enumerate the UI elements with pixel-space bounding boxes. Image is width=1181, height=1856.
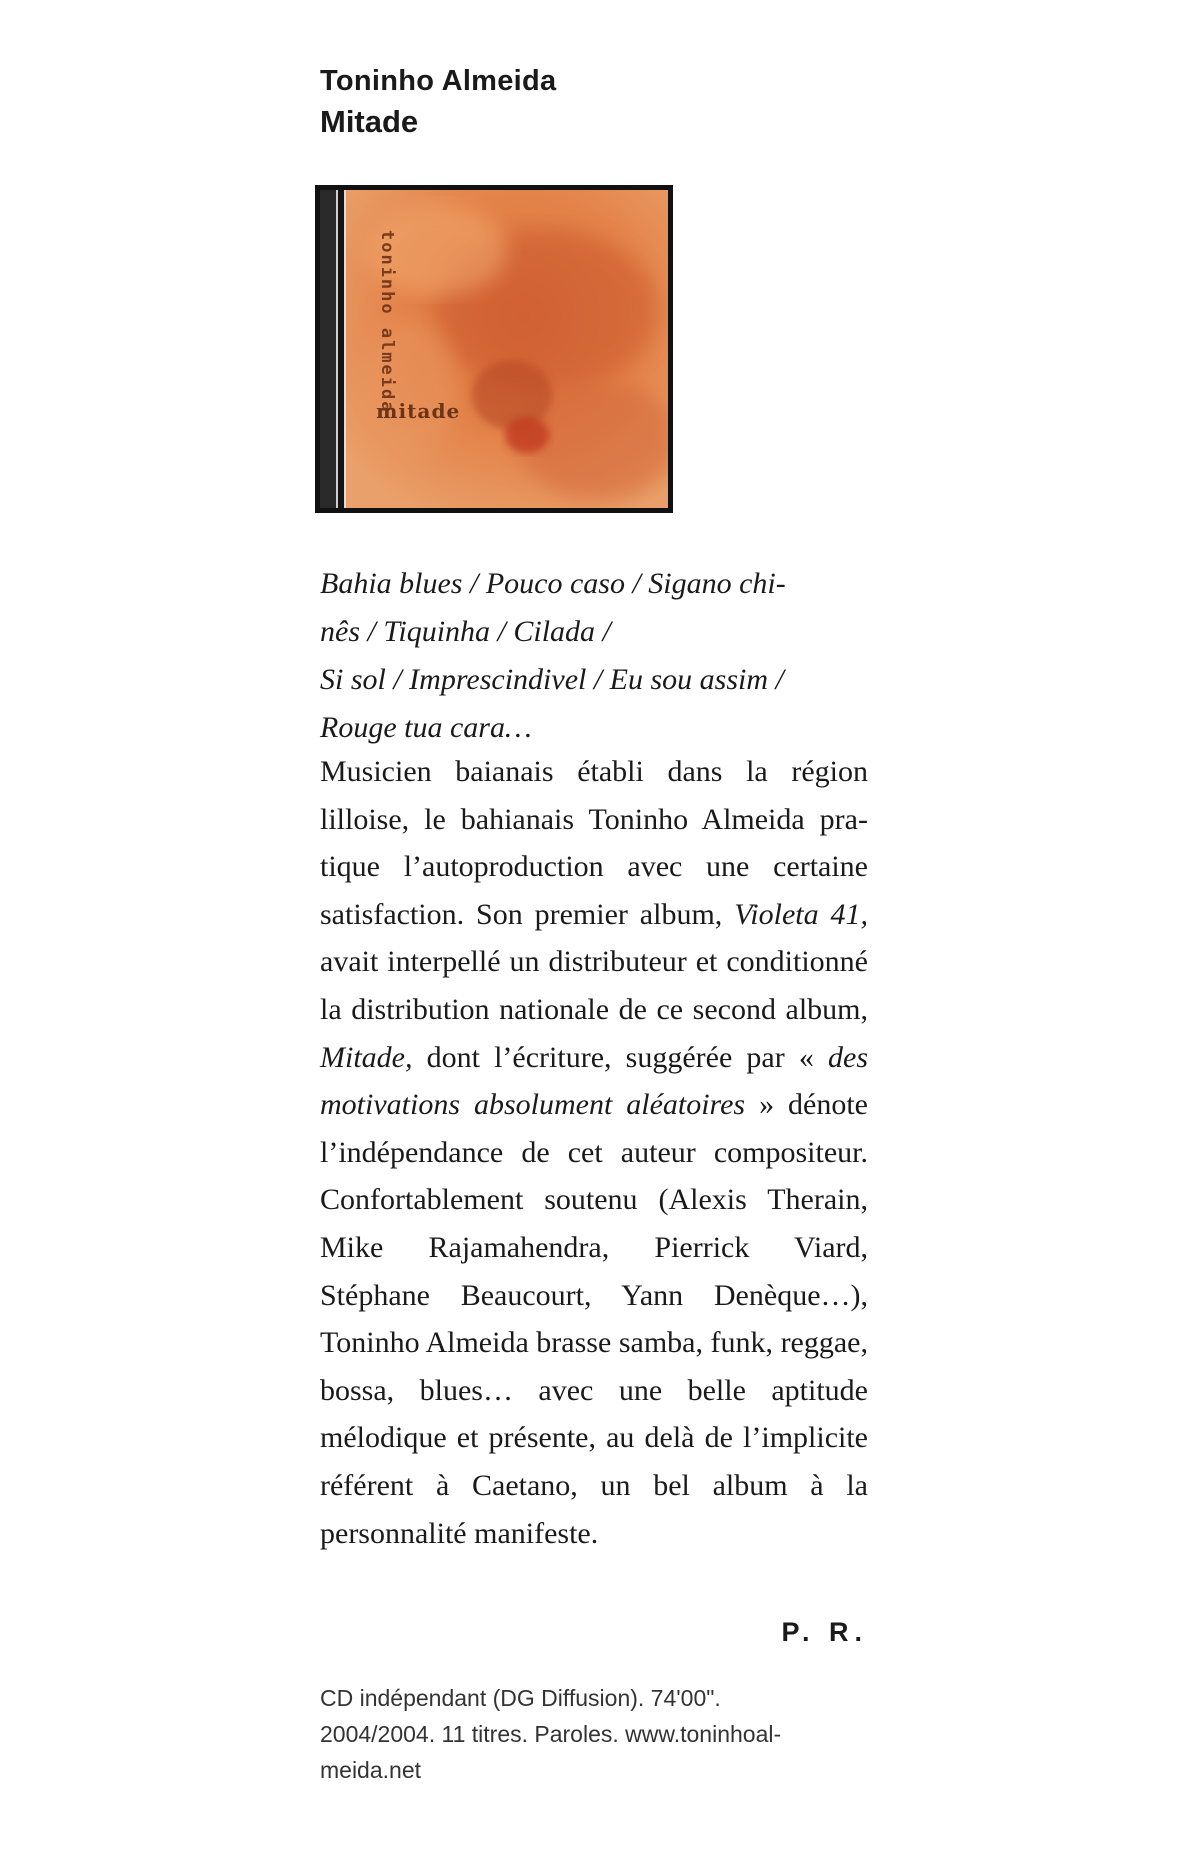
- review-quote: des motivations absolument aléatoires: [320, 1040, 868, 1122]
- author-signature: P. R.: [781, 1617, 868, 1647]
- review-text: dont l’écriture, suggérée par «: [412, 1040, 828, 1074]
- track-list-line: Rouge tua cara…: [320, 711, 532, 744]
- credits-line: 2004/2004. 11 titres. Paroles. www.toninhoal-: [320, 1721, 782, 1747]
- review-body: [320, 748, 868, 1557]
- cover-artist-text: toninho almeida: [377, 230, 398, 414]
- track-list: [320, 560, 868, 752]
- review-text: » dénote l’indépendance de cet auteur compositeur. Confortablement soutenu (Alexis Therain, Mike Rajamahendra, Pierrick Viard, Stéphane Beaucourt, Yann Denèque…), Toninho Almeida brasse samba, funk, reggae, bossa, blues… avec une belle aptitude mélodique et présente, au delà de l’implicite référent à Caetano, un bel album à la personnalité manifeste.: [320, 1088, 868, 1550]
- album-credits: [320, 1680, 868, 1788]
- cover-case: [320, 190, 668, 508]
- album-reference: Violeta 41,: [734, 897, 869, 931]
- cover-spine: [320, 190, 346, 508]
- article-header: [320, 60, 868, 142]
- credits-line: CD indépendant (DG Diffusion). 74'00".: [320, 1685, 721, 1711]
- track-list-line: Bahia blues / Pouco caso / Sigano chi-: [320, 567, 786, 600]
- album-cover: [315, 185, 673, 513]
- artist-name: Toninho Almeida: [320, 65, 557, 97]
- album-reference: Mitade,: [320, 1040, 413, 1074]
- track-list-line: Si sol / Imprescindivel / Eu sou assim /: [320, 663, 784, 696]
- album-title: Mitade: [320, 104, 419, 139]
- cover-art: [346, 190, 668, 508]
- cover-art-image: [346, 190, 668, 508]
- review-text: avait interpellé un distributeur et conditionné la distribution nationale de ce second album,: [320, 945, 868, 1026]
- review-text: Musicien baianais établi dans la région lilloise, le bahianais Toninho Almeida pratique l’autoproduction avec une certaine satisfaction. Son premier album,: [320, 755, 868, 931]
- credits-line: meida.net: [320, 1757, 422, 1783]
- track-list-line: nês / Tiquinha / Cilada /: [320, 615, 611, 648]
- cover-title-text: mitade: [376, 399, 461, 423]
